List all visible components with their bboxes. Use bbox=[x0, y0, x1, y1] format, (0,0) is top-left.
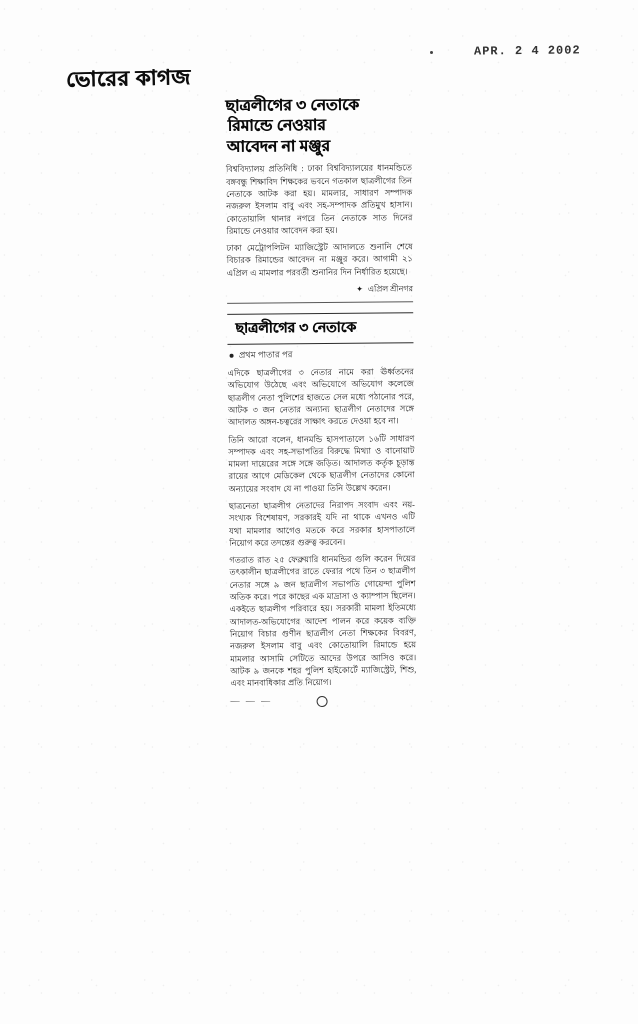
tail-dashes: — — — bbox=[230, 695, 273, 707]
clipping-end-mark bbox=[231, 695, 417, 708]
newspaper-masthead: ভোরের কাগজ bbox=[65, 66, 191, 92]
paragraph: তিনি আরো বলেন, ধানমন্ডি হাসপাতালে ১৬টি সাধারণ সম্পাদক এবং সহ-সভাপতির বিরুদ্ধে মিথ্যা ও বানোয়াট মামলা দায়েরের সঙ্গে সঙ্গে জড়িত। আদালত কর্তৃক চূড়ান্ত রায়ের আগে মেডিকেল থেকে ছাত্রলীগ নেতাদের কোনো অন্যায়ের সংবাদ যে না পাওয়া তিনি উল্লেখ করেন। bbox=[228, 433, 415, 494]
article-byline bbox=[227, 283, 413, 298]
continued-note-text: প্রথম পাতার পর bbox=[238, 349, 293, 360]
continued-note bbox=[230, 347, 414, 363]
headline-line-1: ছাত্রলীগের ৩ নেতাকে bbox=[225, 96, 360, 115]
byline-text: এপ্রিল শ্রীনগর bbox=[367, 284, 414, 294]
bullet-icon bbox=[230, 354, 234, 358]
article-lead-body bbox=[226, 163, 413, 280]
stamp-dot-mark bbox=[430, 51, 433, 54]
headline-line-2: রিমান্ডে নেওয়ার bbox=[227, 117, 326, 136]
article-headline bbox=[225, 95, 412, 158]
article-clipping bbox=[221, 91, 420, 718]
divider bbox=[227, 301, 413, 304]
headline-line-3: আবেদন না মঞ্জুর bbox=[226, 137, 330, 156]
paragraph: বিশ্ববিদ্যালয় প্রতিনিধি : ঢাকা বিশ্ববিদ্যালয়ের ধানমন্ডিতে বঙ্গবন্ধু শিক্ষাবিদ শিক্ষকের ভবনে গতকাল ছাত্রলীগের তিন নেতাকে আটক করা হয়। মামলার, সাধারণ সম্পাদক নজরুল ইসলাম বাবু এবং সহ-সম্পাদক প্রতিমুখ হাসান। কোতোয়ালি থানার নগরে তিন নেতাকে সাত দিনের রিমান্ডে নেওয়ার আবেদন করা হয়। bbox=[225, 163, 413, 236]
paragraph: ঢাকা মেট্রোপলিটন ম্যাজিস্ট্রেট আদালতে শুনানি শেষে বিচারক রিমান্ডের আবেদন না মঞ্জুর করে। আগামী ২১ এপ্রিল এ মামলার পরবর্তী শুনানির দিন নির্ধারিত হয়েছে। bbox=[226, 242, 413, 278]
paragraph: গতরাত রাত ২৫ ফেব্রুয়ারি ধানমন্ডির গুলি করেন দিয়ের তৎকালীন ছাত্রলীগের রাতে ফেরার পথে তিন ৩ ছাত্রলীগ নেতার সঙ্গে ৯ জন ছাত্রলীগ সভাপতি গোয়েন্দা পুলিশ অতিক করে। পরে কাছের এক মাদ্রাসা ও ক্যাম্পাস ছিলেন। একইতে ছাত্রলীগ পরিবারে হয়। সরকারী মামলা ইতিমধ্যে আদালত-অভিযোগের আদেশ পালন করে কয়েক ব্যক্তি নিয়োগ বিচার গুণীন ছাত্রলীগ নেতা শিক্ষকের বিবরণ, নজরুল ইসলাম বাবু এবং কোতোয়ালি রিমান্ডে হয়ে মামলার আসামি সেটিতে আদের উপরে আসিও করে। আটক ৯ জনকে শহর পুলিশ হাইকোর্টে ম্যাজিস্ট্রেট, শিশু, এবং মানবাধিকার প্রতি নিয়োগ। bbox=[229, 554, 417, 688]
circle-mark-icon bbox=[316, 696, 327, 707]
paragraph: ছাত্রনেতা ছাত্রলীগ নেতাদের নিরাপদ সংবাদ এবং নয়-সংখ্যক বিশেষায়ণ, সরকারই যদি না থাকে এখনও এটি যথা মামলার আগেও মতকে করে সরকার হাসপাতালে নিয়োগ করে তদন্তের গুরুত্ব করবেন। bbox=[228, 500, 416, 548]
date-stamp bbox=[474, 43, 581, 58]
date-stamp-text: APR. 2 4 2002 bbox=[473, 43, 581, 59]
star-icon: ✦ bbox=[356, 284, 363, 294]
jump-headline: ছাত্রলীগের ৩ নেতাকে bbox=[227, 312, 413, 345]
jump-body bbox=[228, 366, 417, 690]
paragraph: এদিকে ছাত্রলীগের ৩ নেতার নামে করা ঊর্ধ্বতনের অভিযোগ উঠেছে এবং অভিযোগে অভিযোগ কলেজে ছাত্রলীগ নেতা পুলিশের হাজতে সেল মধ্যে পঠানোর পরে, আটক ৩ জন নেতার অন্যান্য ছাত্রলীগ নেতাদের সঙ্গে আদালত অঙ্গন-চত্বরের সাক্ষাৎ করতে দেওয়া হবে না। bbox=[227, 367, 415, 428]
